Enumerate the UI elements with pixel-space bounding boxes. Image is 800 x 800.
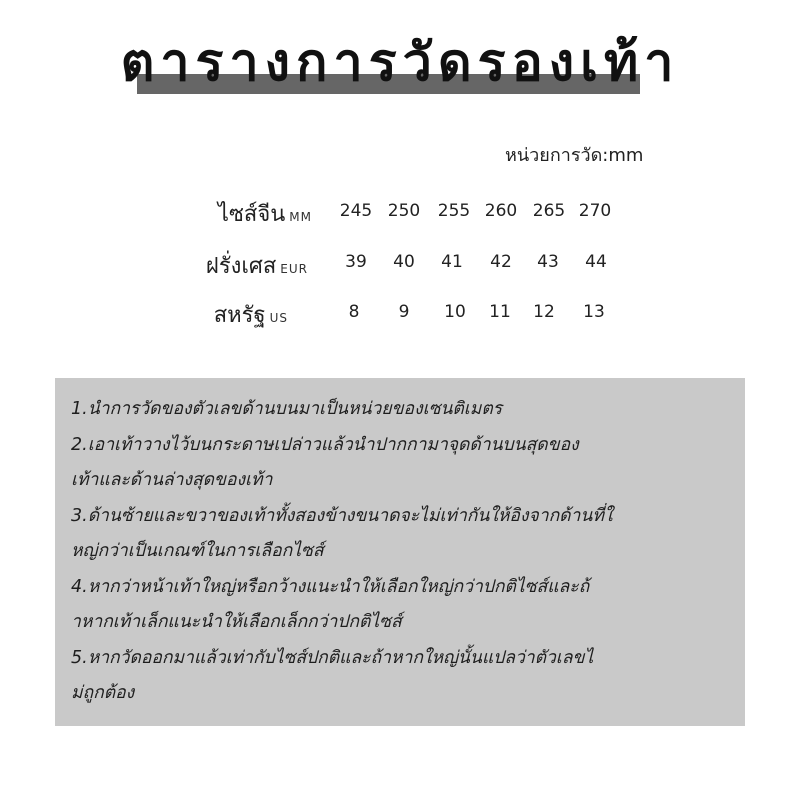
row-label-eur — [0, 248, 308, 283]
row-label-cn — [0, 196, 312, 231]
unit-label: หน่วยการวัด:mm — [505, 145, 644, 166]
table-cell: 12 — [533, 302, 555, 322]
table-cell: 270 — [578, 201, 612, 221]
note-line: าหากเท้าเล็กแนะนำให้เลือกเล็กกว่าปกติไซส์ — [71, 612, 402, 632]
table-cell: 41 — [441, 252, 463, 272]
row-label-us — [0, 297, 288, 332]
note-line: 3.ด้านซ้ายและขวาของเท้าทั้งสองข้างขนาดจะไม่เท่ากันให้อิงจากด้านที่ใ — [71, 505, 613, 526]
note-line: 2.เอาเท้าวางไว้บนกระดาษเปล่าวแล้วนำปากกามาจุดด้านบนสุดของ — [71, 434, 579, 455]
table-cell: 43 — [537, 252, 559, 272]
row-label-text: ไซส์จีน — [217, 202, 286, 227]
table-cell: 39 — [345, 252, 367, 272]
table-cell: 44 — [585, 252, 607, 272]
note-line: 1.นำการวัดของตัวเลขด้านบนมาเป็นหน่วยของเซนติเมตร — [71, 399, 503, 419]
row-label-text: สหรัฐ — [213, 303, 266, 328]
note-line: หญ่กว่าเป็นเกณฑ์ในการเลือกไซส์ — [71, 541, 324, 561]
row-label-unit: MM — [289, 210, 312, 224]
size-table — [0, 0, 800, 360]
note-line: ม่ถูกต้อง — [71, 683, 135, 703]
table-cell: 245 — [339, 201, 373, 221]
note-line: เท้าและด้านล่างสุดของเท้า — [71, 470, 273, 490]
table-cell: 13 — [583, 302, 605, 322]
page-title: ตารางการวัดรองเท้า — [120, 33, 680, 93]
note-line: 4.หากว่าหน้าเท้าใหญ่หรือกว้างแนะนำให้เลือกใหญ่กว่าปกติไซส์และถ้ — [71, 576, 590, 597]
table-cell: 8 — [348, 302, 360, 322]
table-cell: 250 — [387, 201, 421, 221]
row-label-unit: EUR — [280, 262, 308, 276]
table-cell: 42 — [490, 252, 512, 272]
table-cell: 11 — [489, 302, 511, 322]
table-cell: 265 — [532, 201, 566, 221]
table-cell: 260 — [484, 201, 518, 221]
table-cell: 9 — [398, 302, 410, 322]
row-label-unit: US — [269, 311, 288, 325]
table-cell: 40 — [393, 252, 415, 272]
table-cell: 10 — [444, 302, 466, 322]
notes-panel — [55, 378, 745, 726]
table-cell: 255 — [437, 201, 471, 221]
row-label-text: ฝรั่งเศส — [205, 254, 277, 279]
note-line: 5.หากวัดออกมาแล้วเท่ากับไซส์ปกติและถ้าหากใหญ่นั้นแปลว่าตัวเลขไ — [71, 647, 594, 668]
